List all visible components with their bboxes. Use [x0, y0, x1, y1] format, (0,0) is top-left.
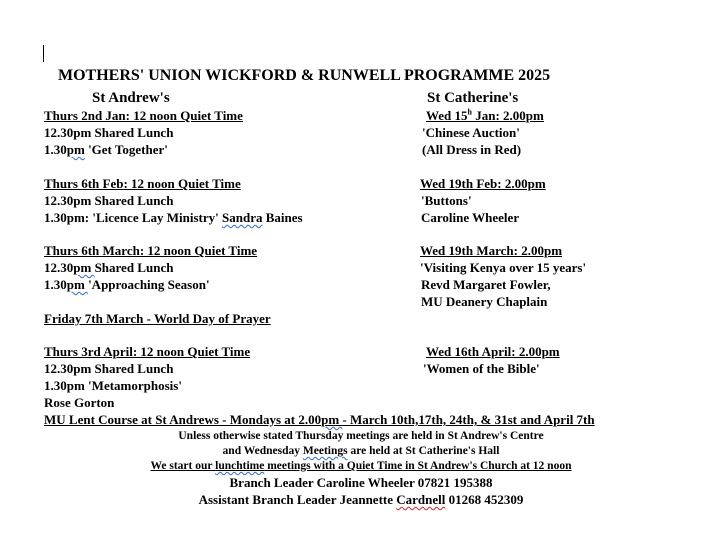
heading-st-catherines: St Catherine's — [427, 90, 519, 106]
right-mar-event: 'Visiting Kenya over 15 years' — [420, 260, 587, 275]
left-apr-heading: Thurs 3rd April: 12 noon Quiet Time — [44, 344, 251, 359]
left-mar-lunch: 12.30pm Shared Lunch — [44, 260, 174, 275]
left-apr-event: 1.30pm 'Metamorphosis' — [44, 378, 182, 393]
left-feb-heading: Thurs 6th Feb: 12 noon Quiet Time — [44, 176, 241, 191]
right-feb-heading: Wed 19th Feb: 2.00pm — [420, 176, 546, 191]
left-jan-lunch: 12.30pm Shared Lunch — [44, 125, 174, 140]
left-feb-lunch: 12.30pm Shared Lunch — [44, 193, 174, 208]
left-apr-speaker: Rose Gorton — [44, 395, 115, 410]
text-cursor — [43, 45, 44, 62]
right-jan-note: (All Dress in Red) — [422, 142, 522, 157]
left-feb-event: 1.30pm: 'Licence Lay Ministry' Sandra Baines — [44, 210, 303, 225]
note-quiet-time: We start our lunchtime meetings with a Quiet Time in St Andrew's Church at 12 noon — [150, 460, 572, 472]
left-mar-event: 1.30pm 'Approaching Season' — [44, 277, 210, 292]
right-mar-speaker: Revd Margaret Fowler, — [421, 277, 551, 292]
branch-leader-contact: Branch Leader Caroline Wheeler 07821 195388 — [229, 475, 493, 490]
right-mar-speaker-role: MU Deanery Chaplain — [421, 294, 548, 309]
right-feb-speaker: Caroline Wheeler — [421, 210, 520, 225]
note-thursday-venue: Unless otherwise stated Thursday meetings are held in St Andrew's Centre — [178, 430, 544, 442]
right-feb-event: 'Buttons' — [421, 193, 472, 208]
programme-title: MOTHERS' UNION WICKFORD & RUNWELL PROGRAMME 2025 — [58, 67, 551, 84]
assistant-leader-contact: Assistant Branch Leader Jeannette Cardnell 01268 452309 — [198, 492, 524, 507]
heading-st-andrews: St Andrew's — [92, 90, 170, 106]
note-wednesday-venue: and Wednesday Meetings are held at St Catherine's Hall — [222, 445, 500, 457]
right-jan-heading: Wed 15$^h$ Jan: 2.00pm — [426, 107, 544, 123]
right-jan-event: 'Chinese Auction' — [422, 125, 520, 140]
left-jan-heading: Thurs 2nd Jan: 12 noon Quiet Time — [44, 108, 243, 123]
world-day-of-prayer: Friday 7th March - World Day of Prayer — [44, 311, 271, 326]
right-apr-heading: Wed 16th April: 2.00pm — [426, 344, 560, 359]
left-mar-heading: Thurs 6th March: 12 noon Quiet Time — [44, 243, 258, 258]
left-apr-lunch: 12.30pm Shared Lunch — [44, 361, 174, 376]
right-apr-event: 'Women of the Bible' — [423, 361, 540, 376]
left-jan-event: 1.30pm 'Get Together' — [44, 142, 168, 157]
lent-course-line: MU Lent Course at St Andrews - Mondays at 2.00pm - March 10th,17th, 24th, & 31st and April 7th — [44, 412, 595, 427]
right-mar-heading: Wed 19th March: 2.00pm — [420, 243, 563, 258]
